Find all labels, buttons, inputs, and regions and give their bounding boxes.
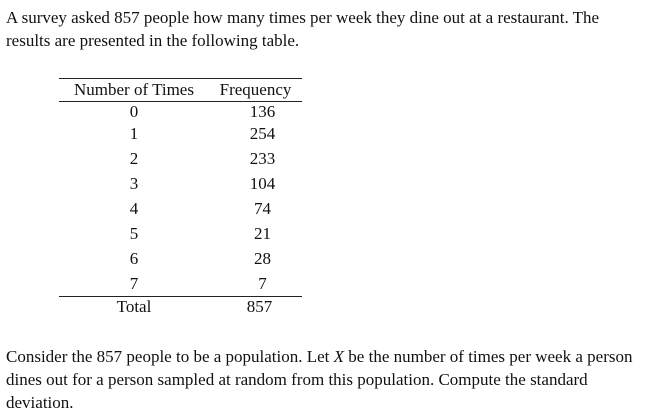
frequency-cell: 74 [254,199,271,218]
table-row [59,146,302,171]
header-number-of-times: Number of Times [59,79,209,102]
times-cell: 2 [129,149,139,168]
frequency-cell: 21 [254,224,271,243]
table-row [59,102,302,122]
table-row [59,246,302,271]
frequency-cell: 136 [249,102,276,121]
table-row [59,271,302,297]
frequency-cell: 254 [249,124,276,143]
times-cell: 7 [129,274,139,293]
total-row [59,297,302,318]
table-row [59,196,302,221]
question-paragraph [6,345,642,414]
times-cell: 1 [129,124,139,143]
question-text-part2: be the number of times per week a person dines out for a person sampled at random from this population. Compute the standard deviation. [6,347,633,412]
table-header-row [59,79,302,102]
total-label: Total [59,297,209,318]
frequency-cell: 233 [249,149,276,168]
times-cell: 0 [129,102,139,121]
question-text-part1: Consider the 857 people to be a population. Let [6,347,334,366]
header-frequency: Frequency [209,79,302,102]
total-value: 857 [209,297,302,318]
frequency-cell: 28 [254,249,271,268]
times-cell: 5 [129,224,139,243]
table-row [59,121,302,146]
frequency-cell: 104 [249,174,276,193]
table-row [59,221,302,246]
times-cell: 3 [129,174,139,193]
times-cell: 4 [129,199,139,218]
frequency-cell: 7 [258,274,267,293]
times-cell: 6 [129,249,139,268]
frequency-table [59,78,302,317]
intro-paragraph: A survey asked 857 people how many times per week they dine out at a restaurant. The results are presented in the following table. [6,8,600,50]
random-variable-x: X [333,347,345,366]
table-row [59,171,302,196]
